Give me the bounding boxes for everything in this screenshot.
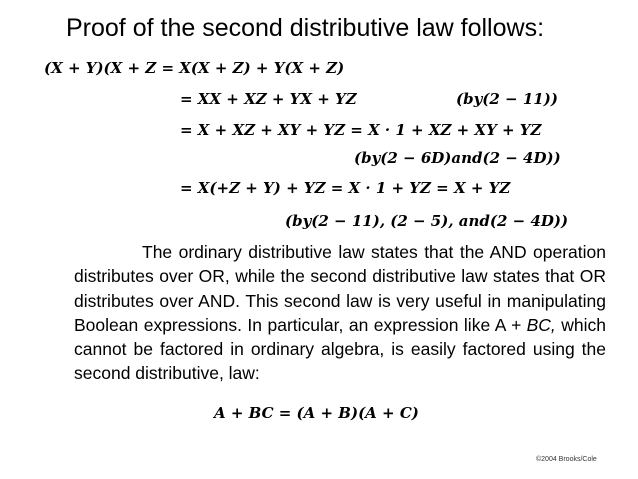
paragraph-italic: + BC, [510,314,556,335]
equation-note-2: (by(2 − 11)) [456,90,558,108]
equation-line-1: (X + Y)(X + Z = X(X + Z) + Y(X + Z) [44,59,345,77]
equation-line-4: = X(+Z + Y) + YZ = X · 1 + YZ = X + YZ [180,179,511,197]
body-paragraph [74,240,606,386]
equation-note-4: (by(2 − 11), (2 − 5), and(2 − 4D)) [285,212,569,230]
equation-line-3: = X + XZ + XY + YZ = X · 1 + XZ + XY + YZ [180,121,542,139]
paragraph-text-2: which cannot be factored in ordinary algebra, is easily factored using the second distributive, law: [74,314,606,384]
equation-line-2: = XX + XZ + YX + YZ [180,90,357,108]
equation-note-3: (by(2 − 6D)and(2 − 4D)) [354,149,561,167]
slide-title: Proof of the second distributive law follows: [66,14,545,42]
paragraph-text-1: The ordinary distributive law states that the AND operation distributes over OR, while the second distributive law states that OR distributes over AND. This second law is very useful in manipulating Boolean expressions. In particular, an expression like A [74,242,606,335]
distributive-formula: A + BC = (A + B)(A + C) [214,404,419,422]
copyright-notice: ©2004 Brooks/Cole [536,456,597,463]
